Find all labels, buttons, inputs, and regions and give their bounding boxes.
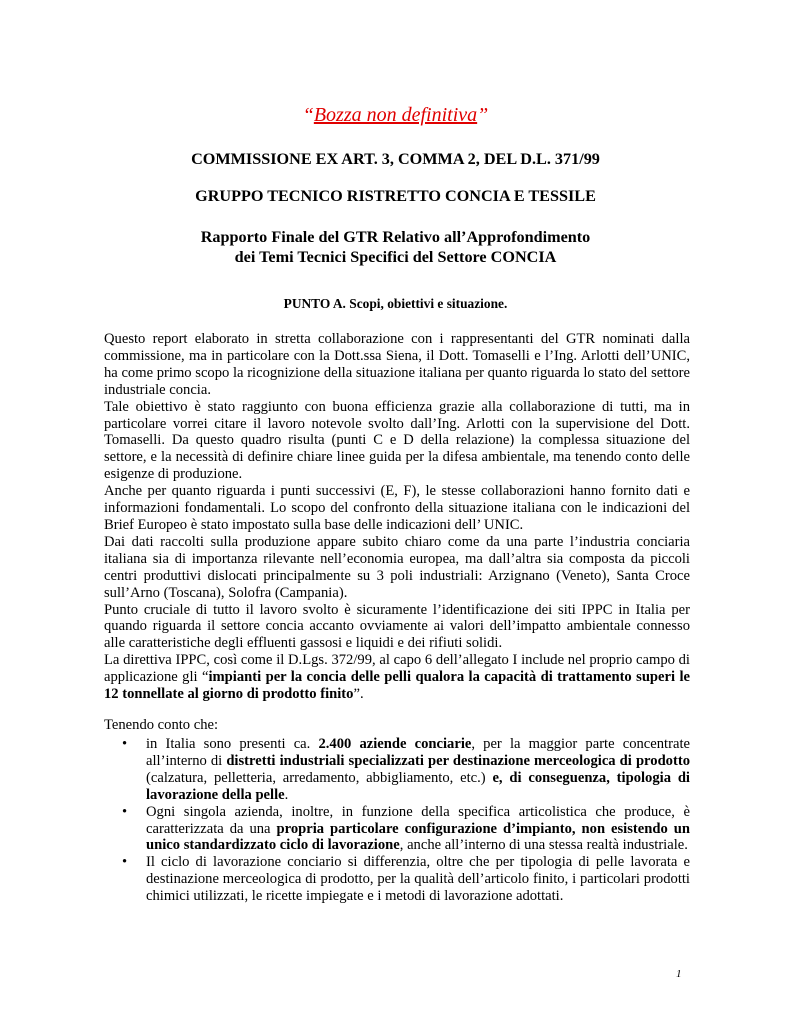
text-run: Ogni singola azienda, inoltre, in funzione della specifica articolistica che produce, è caratterizzata da una [146,803,690,837]
list-item [104,854,690,905]
text-run: . [284,786,289,803]
paragraph: Anche per quanto riguarda i punti successivi (E, F), le stesse collaborazioni hanno fornito dati e informazioni fondamentali. Lo scopo del confronto della situazione italiana con le indicazioni del Brief Europeo è stato impostato sulla base delle indicazioni dell’ UNIC. [104,483,690,533]
group-heading: GRUPPO TECNICO RISTRETTO CONCIA E TESSILE [195,187,596,205]
ippc-bold: impianti per la concia delle pelli qualora la capacità di trattamento superi le 12 tonnellate al giorno di prodotto finito [104,669,691,703]
bold-run: e, di conseguenza, tipologia di lavorazione della pelle [146,769,690,803]
text-run: (calzatura, pelletteria, arredamento, abbigliamento, etc.) [146,769,493,786]
bullet-list [104,736,690,905]
commission-heading: COMMISSIONE EX ART. 3, COMMA 2, DEL D.L. 371/99 [191,150,600,168]
text-run: , anche all’interno di una stessa realtà industriale. [399,837,688,854]
bullet-icon: • [122,736,128,752]
text-run: in Italia sono presenti ca. [146,736,319,752]
ippc-tail: ”. [353,686,364,703]
bold-run: 2.400 aziende conciarie [318,736,472,752]
draft-watermark-title [0,103,791,127]
bold-run: distretti industriali specializzati per destinazione merceologica di prodotto [226,752,690,769]
bullet-icon: • [122,803,128,820]
bold-run: propria particolare configurazione d’impianto, non esistendo un unico standardizzato ciclo di lavorazione [146,820,690,854]
paragraph: Questo report elaborato in stretta collaborazione con i rappresentanti del GTR nominati dalla commissione, ma in particolare con la Dott.ssa Siena, il Dott. Tomaselli e l’Ing. Arlotti dell’UNIC, ha come primo scopo la ricognizione della situazione italiana per quanto riguarda lo stato del settore industriale concia. [104,331,690,398]
ippc-lead: La direttiva IPPC, così come il D.Lgs. 372/99, al capo 6 dell’allegato I include nel proprio campo di applicazione gli “ [104,652,690,686]
page-number: 1 [676,968,682,980]
report-title-line2: dei Temi Tecnici Specifici del Settore CONCIA [234,248,557,266]
ippc-paragraph [104,652,690,703]
text-run: Il ciclo di lavorazione conciario si differenzia, oltre che per tipologia di pelle lavorata e destinazione merceologica di prodotto, per la qualità dell’articolo finito, i particolari prodotti chimici utilizzati, le ricette impiegate e i metodi di lavorazione adottati. [146,854,690,905]
draft-open-quote: “ [302,104,314,126]
paragraph: Dai dati raccolti sulla produzione appare subito chiaro come da una parte l’industria conciaria italiana sia di importanza rilevante nell’economia europea, ma dall’altra sia composta da piccoli centri produttivi dislocati principalmente su 3 poli industriali: Arzignano (Veneto), Santa Croce sull’Arno (Toscana), Solofra (Campania). [104,533,690,601]
draft-close-quote: ” [477,104,489,126]
section-heading-punto-a: PUNTO A. Scopi, obiettivi e situazione. [283,296,508,311]
report-title-line1: Rapporto Finale del GTR Relativo all’Approfondimento [200,228,591,246]
list-item [104,804,690,855]
paragraph: Punto cruciale di tutto il lavoro svolto è sicuramente l’identificazione dei siti IPPC in Italia per quando riguarda il settore concia accanto ovviamente ai valori dell’impatto ambientale connesso alle caratteristiche degli effluenti gassosi e liquidi e dei rifiuti solidi. [104,601,690,652]
paragraph: Tale obiettivo è stato raggiunto con buona efficienza grazie alla collaborazione di tutti, ma in particolare vorrei citare il lavoro notevole svolto dall’Ing. Arlotti con la supervisione del Dott. Tomaselli. Da questo quadro risulta (punti C e D della relazione) la complessa situazione del settore, e la necessità di definire chiare linee guida per la difesa ambientale, ma tenendo conto delle esigenze di produzione. [104,398,690,483]
list-item [104,736,690,804]
body-text [104,331,690,703]
bullet-icon: • [122,854,128,871]
tenendo-label: Tenendo conto che: [104,717,219,733]
text-run: , per la maggior parte concentrate all’interno di [146,736,690,769]
draft-title-text: Bozza non definitiva [313,104,478,126]
